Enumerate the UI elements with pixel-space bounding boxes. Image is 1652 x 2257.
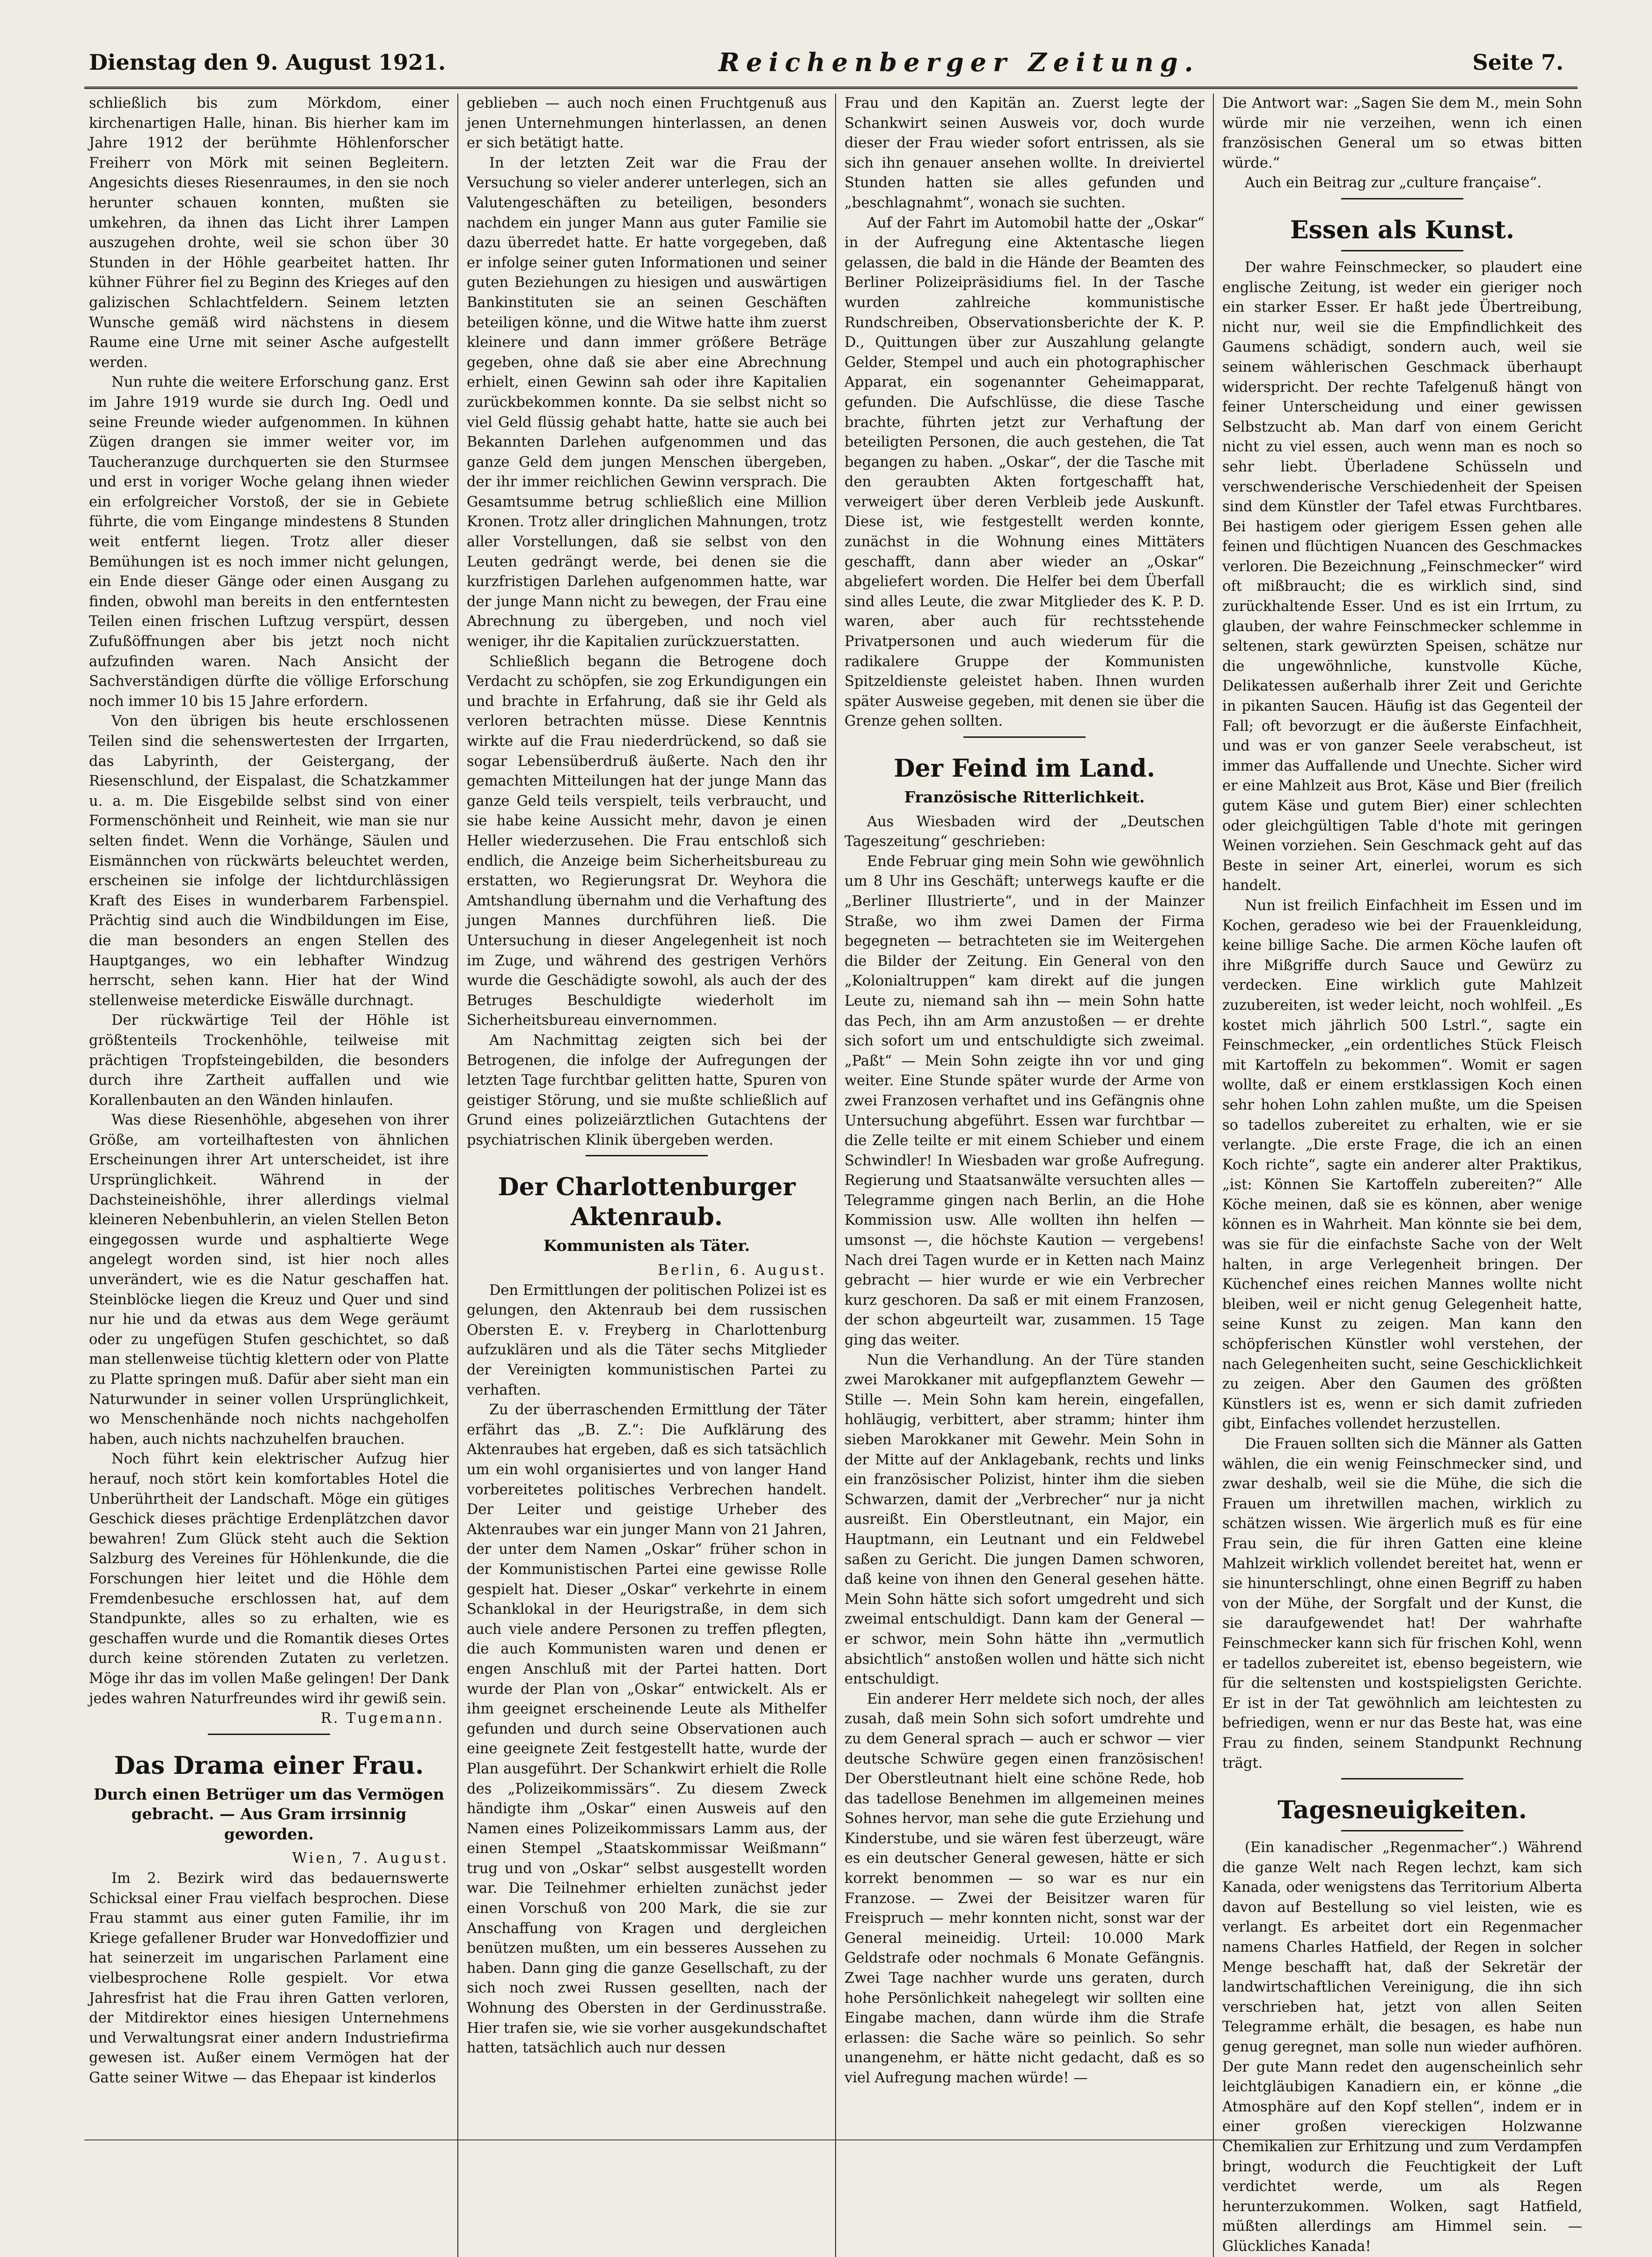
- title-underline: [1341, 250, 1463, 251]
- running-head: [89, 41, 1564, 83]
- paragraph: Nun ist freilich Einfachheit im Essen und im Kochen, geradeso wie bei der Frauenkleidung, keine billige Sache. Die armen Köche laufen oft ihre Mißgriffe durch Sauce und Gewürz zu verdecken. Eine wirklich gute Mahlzeit zuzubereiten, ist weder leicht, noch wohlfeil. „Es kostet mich jährlich 500 Lstrl.“, sagte ein Feinschmecker, „ein ordentliches Stück Fleisch mit Kartoffeln zu bekommen“. Womit er sagen wollte, daß er einem erstklassigen Koch einen sehr hohen Lohn zahlen mußte, um die Speisen so tadellos zubereitet zu erhalten, wie er sie verlangte. „Die erste Frage, die ich an einen Koch richte“, sagte ein anderer alter Praktikus, „ist: Können Sie Kartoffeln zubereiten?“ Alle Köche meinen, daß sie es können, aber wenige können es in Wahrheit. Man könnte sie bei dem, was sie für die einfachste Sache von der Welt halten, in arge Verlegenheit bringen. Der Küchenchef eines reichen Mannes wollte nicht bleiben, weil er nicht genug Gelegenheit hatte, seine Kunst zu zeigen. Man kann den schöpferischen Künstler wohl verstehen, der nach Gelegenheiten sucht, seine Geschicklichkeit zu zeigen. Aber den Gaumen des größten Künstlers ist es, wenn er sich damit zufrieden gibt, Einfaches vollendet herzustellen.: [1222, 897, 1582, 1433]
- paragraph: Der wahre Feinschmecker, so plaudert eine englische Zeitung, ist weder ein gieriger noch ein starker Esser. Er haßt jede Übertreibung, nicht nur, weil sie die Empfindlichkeit des Gaumens schädigt, sondern auch, weil sie seinem wählerischen Geschmack überhaupt widerspricht. Der rechte Tafelgenuß hängt von feiner Unterscheidung und einer gewissen Selbstzucht ab. Man darf von einem Gericht nicht zu viel essen, auch wenn man es noch so sehr liebt. Überladene Schüsseln und verschwenderische Verschiedenheit der Speisen sind dem Künstler der Tafel etwas Furchtbares. Bei hastigem oder gierigem Essen gehen alle feinen und flüchtigen Nuancen des Geschmackes verloren. Die Bezeichnung „Feinschmecker“ wird oft mißbraucht; die es wirklich sind, sind zurückhaltende Esser. Und es ist ein Irrtum, zu glauben, der wahre Feinschmecker schlemme in seltenen, stark gewürzten Speisen, schätze nur die ungewöhnliche, kunstvolle Küche, Delikatessen außerhalb ihrer Zeit und Gerichte in pikanten Saucen. Häufig ist das Gegenteil der Fall; oft bevorzugt er die äußerste Einfachheit, und was er von ganzer Seele verabscheut, ist immer das Auffallende und Unechte. Sicher wird er eine Mahlzeit aus Brot, Käse und Bier (freilich gutem Käse und gutem Bier) einer schlechten oder gleichgültigen Table d'hote mit geringen Weinen vorziehen. Sein Geschmack geht auf das Beste in seiner Art, einerlei, worum es sich handelt.: [1222, 259, 1582, 894]
- column-2: [467, 94, 827, 2257]
- article-subtitle: Französische Ritterlichkeit.: [904, 788, 1145, 806]
- section-divider: [586, 1155, 708, 1156]
- header-rule: [84, 87, 1578, 89]
- article-subtitle: Durch einen Betrüger um das Vermögen gebracht. — Aus Gram irrsinnig geworden.: [94, 1785, 444, 1843]
- paragraph: In der letzten Zeit war die Frau der Versuchung so vieler anderer unterlegen, sich an Valutengeschäften zu beteiligen, besonders nachdem ein junger Mann aus guter Familie sie dazu überredet hatte. Er hatte vorgegeben, daß er infolge seiner guten Informationen und seiner guten Beziehungen zu hiesigen und auswärtigen Bankinstituten sie an seinen Geschäften beteiligen könne, und die Witwe hatte ihm zuerst kleinere und dann immer größere Beträge gegeben, ohne daß sie aber eine Abrechnung erhielt, einen Gewinn sah oder ihre Kapitalien zurückbekommen konnte. Da sie selbst nicht so viel Geld flüssig gehabt hatte, hatte sie auch bei Bekannten Darlehen aufgenommen und das ganze Geld dem jungen Menschen übergeben, der ihr immer reichlichen Gewinn versprach. Die Gesamtsumme betrug schließlich eine Million Kronen. Trotz aller dringlichen Mahnungen, trotz aller Vorstellungen, daß sie selbst von den Leuten gedrängt werde, bei denen sie die kurzfristigen Darlehen aufgenommen hatte, war der junge Mann nicht zu bewegen, der Frau eine Abrechnung zu übergeben, und noch viel weniger, ihr die Kapitalien zurückzuerstatten.: [467, 154, 827, 650]
- author-signature: R. Tugemann.: [320, 1710, 444, 1727]
- section-divider: [963, 736, 1086, 738]
- paragraph: Im 2. Bezirk wird das bedauernswerte Schicksal einer Frau vielfach besprochen. Diese Frau stammt aus einer guten Familie, ihr im Kriege gefallener Bruder war Honvedoffizier und hat seinerzeit im ungarischen Parlament eine vielbesprochene Rolle gespielt. Vor etwa Jahresfrist hat die Frau ihren Gatten verloren, der Mitdirektor eines hiesigen Unternehmens und Verwaltungsrat einer andern Industriefirma gewesen ist. Außer einem Vermögen hat der Gatte seiner Witwe — das Ehepaar ist kinderlos: [89, 1870, 449, 2086]
- dateline: Berlin, 6. August.: [658, 1262, 827, 1279]
- column-1: [89, 94, 449, 2257]
- column-3: [844, 94, 1204, 2257]
- section-divider: [1341, 198, 1463, 199]
- paragraph: Schließlich begann die Betrogene doch Verdacht zu schöpfen, sie zog Erkundigungen ein und brachte in Erfahrung, daß sie ihr Geld als verloren betrachten müsse. Diese Kenntnis wirkte auf die Frau niederdrückend, so daß sie sogar Lebensüberdruß äußerte. Nach den ihr gemachten Mitteilungen hat der junge Mann das ganze Geld teils verspielt, teils verbraucht, und sie habe keine Aussicht mehr, davon je einen Heller wiederzusehen. Die Frau entschloß sich endlich, die Anzeige beim Sicherheitsbureau zu erstatten, wo Regierungsrat Dr. Weyhora die Amtshandlung übernahm und die Verhaftung des jungen Mannes durchführen ließ. Die Untersuchung in dieser Angelegenheit ist noch im Zuge, und während des gestrigen Verhörs wurde die Geschädigte sowohl, als auch der des Betruges Beschuldigte wiederholt im Sicherheitsbureau einvernommen.: [467, 653, 827, 1029]
- bottom-rule: [84, 2139, 1578, 2140]
- paragraph: Die Antwort war: „Sagen Sie dem M., mein Sohn würde mir nie verzeihen, wenn ich einen französischen General um so etwas bitten würde.“: [1222, 95, 1582, 171]
- paragraph: (Ein kanadischer „Regenmacher“.) Während die ganze Welt nach Regen lechzt, kam sich Kanada, oder wenigstens das Territorium Alberta davon auf Bestellung so viel leisten, wie es verlangt. Es arbeitet dort ein Regenmacher namens Charles Hatfield, der Regen in solcher Menge beschafft hat, daß der Sekretär der landwirtschaftlichen Vereinigung, die ihn sich verschrieben hat, jetzt von allen Seiten Telegramme erhält, die besagen, es habe nun genug geregnet, man solle nun wieder aufhören. Der gute Mann redet den augenscheinlich sehr leichtgläubigen Kanadiern ein, er könne „die Atmosphäre auf den Kopf stellen“, indem er in einer großen viereckigen Holzwanne Chemikalien zur Erhitzung und zum Verdampfen bringt, wodurch die Feuchtigkeit der Luft verdichtet werde, um als Regen herunterzukommen. Wolken, sagt Hatfield, müßten allerdings am Himmel sein. — Glückliches Kanada!: [1222, 1839, 1582, 2255]
- section-divider: [208, 1734, 330, 1735]
- article-title: Der Feind im Land.: [894, 754, 1155, 783]
- paragraph: Ein anderer Herr meldete sich noch, der alles zusah, daß mein Sohn sich sofort umdrehte und zu dem General sprach — auch er schwor — vier deutsche Schwüre gegen einen französischen! Der Oberstleutnant hielt eine schöne Rede, hob das tadellose Benehmen im allgemeinen meines Sohnes hervor, man sehe die gute Erziehung und Kinderstube, und sie wären fest überzeugt, wäre es ein deutscher General gewesen, hätte er sich korrekt benommen — so war es nur ein Franzose. — Zwei der Beisitzer waren für Freispruch — mehr konnten nicht, sonst war der General meineidig. Urteil: 10.000 Mark Geldstrafe oder nochmals 6 Monate Gefängnis. Zwei Tage nachher wurde uns geraten, durch hohe Persönlichkeit nahegelegt wir sollten eine Eingabe machen, dann würde ihm die Strafe erlassen: die Sache wäre so peinlich. So sehr unangenehm, er hätte nicht gedacht, daß es so viel Aufregung machen würde! —: [844, 1691, 1204, 2086]
- page-number: Seite 7.: [1472, 50, 1564, 75]
- columns: [89, 94, 1582, 2255]
- paragraph: Von den übrigen bis heute erschlossenen Teilen sind die sehenswertesten der Irrgarten, das Labyrinth, der Geistergang, der Riesenschlund, der Eispalast, die Schatzkammer u. a. m. Die Eisgebilde selbst sind von einer Formenschönheit und Reinheit, wie man sie nur selten findet. Wenn die Vorhänge, Säulen und Eismännchen von rückwärts beleuchtet werden, erscheinen sie infolge der lichtdurchlässigen Kraft des Eises in wunderbarem Farbenspiel. Prächtig sind auch die Windbildungen im Eise, die man besonders an engen Stellen des Hauptganges, wo ein lebhafter Windzug herrscht, sehen kann. Hier hat der Wind stellenweise meterdicke Eiswälle durchnagt.: [89, 713, 449, 1009]
- paragraph: Ende Februar ging mein Sohn wie gewöhnlich um 8 Uhr ins Geschäft; unterwegs kaufte er die „Berliner Illustrierte“, und in der Mainzer Straße, wo ihm zwei Damen der Firma begegneten — betrachteten sie im Weitergehen die Bilder der Zeitung. Ein General von den „Kolonialtruppen“ kam direkt auf die jungen Leute zu, niemand sah ihn — mein Sohn hatte das Pech, ihn am Arm anzustoßen — er drehte sich sofort um und entschuldigte sich zweimal. „Paßt“ — Mein Sohn zeigte ihn vor und ging weiter. Eine Stunde später wurde der Arme von zwei Franzosen verhaftet und ins Gefängnis ohne Untersuchung abgeführt. Essen war furchtbar — die Zelle teilte er mit einem Schieber und einem Schwindler! In Wiesbaden war große Aufregung. Regierung und Staatsanwälte versuchten alles — Telegramme gingen nach Berlin, an die Hohe Kommission usw. Alle wollten ihn helfen — umsonst —, die höchste Kaution — vergebens! Nach drei Tagen wurde er in Ketten nach Mainz gebracht — hier wurde er wie ein Verbrecher kurz geschoren. Da saß er mit einem Franzosen, der schon abgeurteilt war, zusammen. 15 Tage ging das weiter.: [844, 853, 1204, 1349]
- paragraph: Zu der überraschenden Ermittlung der Täter erfährt das „B. Z.“: Die Aufklärung des Aktenraubes hat ergeben, daß es sich tatsächlich um ein wohl organisiertes und von langer Hand vorbereitetes politisches Verbrechen handelt. Der Leiter und geistige Urheber des Aktenraubes war ein junger Mann von 21 Jahren, der unter dem Namen „Oskar“ früher schon in der Kommunistischen Partei eine gewisse Rolle gespielt hat. Dieser „Oskar“ verkehrte in einem Schanklokal in der Heurigstraße, in dem sich auch viele andere Personen zu treffen pflegten, die auch Kommunisten waren und denen er engen Anschluß mit der Partei hatten. Dort wurde der Plan von „Oskar“ entwickelt. Als er ihm geeignet erscheinende Leute als Mithelfer gefunden und durch seine Observationen auch eine geeignete Zeit festgestellt hatte, wurde der Plan ausgeführt. Der Schankwirt erhielt die Rolle des „Polizeikommissärs“. Zu diesem Zweck händigte ihm „Oskar“ einen Ausweis auf den Namen eines Polizeikommissars Lamm aus, der einen Stempel „Staatskommissar Weißmann“ trug und von „Oskar“ selbst ausgestellt worden war. Die Teilnehmer erhielten zunächst jeder einen Vorschuß von 200 Mark, die sie zur Anschaffung von Kragen und dergleichen benützen mußten, um ein besseres Aussehen zu haben. Dann ging die ganze Gesellschaft, zu der sich noch zwei Russen gesellten, nach der Wohnung des Obersten in der Gerdinusstraße. Hier trafen sie, wie sie vorher ausgekundschaftet hatten, tatsächlich auch nur dessen: [467, 1402, 827, 2057]
- article-title: Der Charlottenburger Aktenraub.: [498, 1173, 796, 1232]
- article-title: Das Drama einer Frau.: [114, 1751, 424, 1780]
- article-title: Essen als Kunst.: [1290, 215, 1515, 244]
- paragraph: Nun die Verhandlung. An der Türe standen zwei Marokkaner mit aufgepflanztem Gewehr — Stille —. Mein Sohn kam herein, eingefallen, hohläugig, verbittert, aber stramm; hinter ihm sieben Marokkaner mit Gewehr. Mein Sohn in der Mitte auf der Anklagebank, rechts und links ein französischer Polizist, hinter ihm die sieben Schwarzen, damit der „Verbrecher“ nur ja nicht ausreißt. Ein Oberstleutnant, ein Major, ein Hauptmann, ein Leutnant und ein Feldwebel saßen zu Gericht. Die jungen Damen schworen, daß keine von ihnen den General gesehen hätte. Mein Sohn hätte sich sofort umgedreht und sich zweimal entschuldigt. Dann kam der General — er schwor, mein Sohn hätte ihn „vermutlich absichtlich“ anstoßen wollen und hätte sich nicht entschuldigt.: [844, 1352, 1204, 1688]
- paragraph: Aus Wiesbaden wird der „Deutschen Tageszeitung“ geschrieben:: [844, 813, 1204, 850]
- paragraph: Auf der Fahrt im Automobil hatte der „Oskar“ in der Aufregung eine Aktentasche liegen gelassen, die bald in die Hände der Beamten des Berliner Polizeipräsidiums fiel. In der Tasche wurden zahlreiche kommunistische Rundschreiben, Observationsberichte der K. P. D., Quittungen über zur Auszahlung gelangte Gelder, Stempel und auch ein photographischer Apparat, ein sogenannter Geheimapparat, gefunden. Die Aufschlüsse, die diese Tasche brachte, führten jetzt zur Verhaftung der beteiligten Personen, die auch gestehen, die Tat begangen zu haben. „Oskar“, der die Tasche mit den geraubten Akten fortgeschafft hat, verweigert über deren Verbleib jede Auskunft. Diese ist, wie festgestellt werden konnte, zunächst in die Wohnung eines Mittäters geschafft, dann aber wieder an „Oskar“ abgeliefert worden. Die Helfer bei dem Überfall sind alles Leute, die zwar Mitglieder des K. P. D. waren, aber auch für rechtsstehende Privatpersonen und auch wiederum für die radikalere Gruppe der Kommunisten Spitzeldienste geleistet haben. Ihnen wurden später Ausweise gegeben, mit denen sie über die Grenze gehen sollten.: [844, 214, 1204, 730]
- paragraph: Auch ein Beitrag zur „culture française“.: [1245, 175, 1542, 191]
- paragraph: schließlich bis zum Mörkdom, einer kirchenartigen Halle, hinan. Bis hierher kam im Jahre 1912 der berühmte Höhlenforscher Freiherr von Mörk mit seinen Begleitern. Angesichts dieses Riesenraumes, in den sie noch herunter schauen konnten, mußten sie umkehren, da ihnen das Licht ihrer Lampen auszugehen drohte, weil sie schon über 30 Stunden in der Höhle gearbeitet hatten. Ihr kühner Führer fiel zu Beginn des Krieges auf den galizischen Schlachtfeldern. Seinem letzten Wunsche gemäß wird nächstens in diesem Raume eine Urne mit seiner Asche aufgestellt werden.: [89, 95, 449, 371]
- paragraph: Die Frauen sollten sich die Männer als Gatten wählen, die ein wenig Feinschmecker sind, und zwar deshalb, weil sie die Mühe, die sich die Frauen um ihretwillen machen, wirklich zu schätzen wissen. Wie ärgerlich muß es für eine Frau sein, die für ihren Gatten eine kleine Mahlzeit wirklich vollendet bereitet hat, wenn er sie hinunterschlingt, ohne einen Begriff zu haben von der Mühe, der Sorgfalt und der Kunst, die sie daraufgewendet hat! Der wahrhafte Feinschmecker kann sich für frischen Kohl, wenn er tadellos zubereitet ist, ebenso begeistern, wie für die seltensten und kostspieligsten Gerichte. Er ist in der Tat gewöhnlich am leichtesten zu befriedigen, wenn er nur das Beste hat, was eine Frau zu finden, seinem Standpunkt Rechnung trägt.: [1222, 1436, 1582, 1772]
- paragraph: geblieben — auch noch einen Fruchtgenuß aus jenen Unternehmungen hinterlassen, an denen er sich betätigt hatte.: [467, 95, 827, 152]
- paragraph: Noch führt kein elektrischer Aufzug hier herauf, noch stört kein komfortables Hotel die Unberührtheit der Landschaft. Möge ein gütiges Geschick dieses prächtige Erdenplätzchen davor bewahren! Zum Glück steht auch die Sektion Salzburg des Vereines für Höhlenkunde, die die Forschungen hier leitet und die Höhle dem Fremdenbesuche erschlossen hat, auf dem Standpunkte, alles so zu erhalten, wie es geschaffen wurde und die Romantik dieses Ortes durch keine störenden Zutaten zu verletzen. Möge ihr das im vollen Maße gelingen! Der Dank jedes wahren Naturfreundes wird ihr gewiß sein.: [89, 1451, 449, 1707]
- article-subtitle: Kommunisten als Täter.: [543, 1236, 750, 1255]
- paragraph: Am Nachmittag zeigten sich bei der Betrogenen, die infolge der Aufregungen der letzten Tage furchtbar gelitten hatte, Spuren von geistiger Störung, und sie mußte schließlich auf Grund eines polizeiärztlichen Gutachtens der psychiatrischen Klinik übergeben werden.: [467, 1032, 827, 1148]
- title-underline: [1341, 1830, 1463, 1831]
- paragraph: Den Ermittlungen der politischen Polizei ist es gelungen, den Aktenraub bei dem russischen Obersten E. v. Freyberg in Charlottenburg aufzuklären und als die Täter sechs Mitglieder der Vereinigten kommunistischen Partei zu verhaften.: [467, 1282, 827, 1398]
- paragraph: Der rückwärtige Teil der Höhle ist größtenteils Trockenhöhle, teilweise mit prächtigen Tropfsteingebilden, die besonders durch ihre Zartheit auffallen und wie Korallenbauten an den Wänden hinlaufen.: [89, 1012, 449, 1109]
- dateline: Wien, 7. August.: [292, 1850, 449, 1867]
- section-divider: [1341, 1778, 1463, 1779]
- article-title: Tagesneuigkeiten.: [1278, 1796, 1527, 1825]
- issue-date: Dienstag den 9. August 1921.: [89, 50, 446, 75]
- paragraph: Nun ruhte die weitere Erforschung ganz. Erst im Jahre 1919 wurde sie durch Ing. Oedl und seine Freunde wieder aufgenommen. In kühnen Zügen drangen sie immer weiter vor, im Taucheranzuge durchquerten sie den Sturmsee und erst in voriger Woche gelang ihnen wieder ein erfolgreicher Vorstoß, der sie in Gebiete führte, die vom Eingange mindestens 8 Stunden weit entfernt liegen. Trotz aller dieser Bemühungen ist es noch immer nicht gelungen, ein Ende dieser Gänge oder einen Ausgang zu finden, obwohl man bereits in den entferntesten Teilen einen frischen Luftzug verspürt, dessen Zufußöffnungen aber bis jetzt noch nicht aufzufinden waren. Nach Ansicht der Sachverständigen dürfte die völlige Erforschung noch immer 10 bis 15 Jahre erfordern.: [89, 374, 449, 710]
- paragraph: Frau und den Kapitän an. Zuerst legte der Schankwirt seinen Ausweis vor, doch wurde dieser der Frau wieder sofort entrissen, als sie sich ihn genauer ansehen wollte. In dreiviertel Stunden hatten sie alles gefunden und „beschlagnahmt“, wonach sie suchten.: [844, 95, 1204, 211]
- masthead: Reichenberger Zeitung.: [718, 47, 1200, 77]
- column-4: [1222, 94, 1582, 2257]
- paragraph: Was diese Riesenhöhle, abgesehen von ihrer Größe, am vorteilhaftesten von ähnlichen Erscheinungen ihrer Art unterscheidet, ist ihre Ursprünglichkeit. Während in der Dachsteineishöhle, ihrer allerdings vielmal kleineren Nebenbuhlerin, an vielen Stellen Beton eingegossen wurde und asphaltierte Wege angelegt worden sind, ist hier noch alles unverändert, wie es die Natur geschaffen hat. Steinblöcke liegen die Kreuz und Quer und sind nur hie und da etwas aus dem Wege geräumt oder zu ungefügen Stufen geschichtet, so daß man stellenweise tüchtig klettern oder von Platte zu Platte springen muß. Dafür aber sieht man ein Naturwunder in seiner vollen Ursprünglichkeit, wo Menschenhände noch nichts nachgeholfen haben, auch nichts nachzuhelfen brauchen.: [89, 1112, 449, 1448]
